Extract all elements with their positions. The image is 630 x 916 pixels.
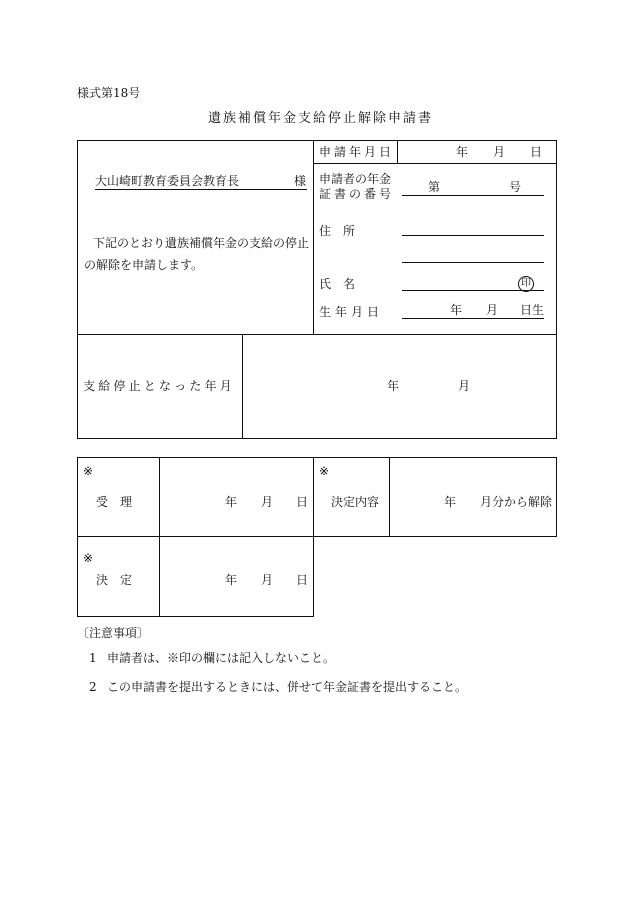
note-text: この申請書を提出するときには、併せて年金証書を提出すること。 bbox=[107, 680, 468, 694]
receipt-mark: ※ bbox=[83, 464, 94, 478]
receipt-month: 月 bbox=[261, 495, 274, 509]
name-label: 氏 名 bbox=[319, 277, 356, 291]
address-label: 住 所 bbox=[319, 224, 356, 238]
decision-day: 日 bbox=[296, 573, 309, 587]
addressee: 大山崎町教育委員会教育長 bbox=[95, 174, 240, 188]
note-text: 申請者は、※印の欄には記入しないこと。 bbox=[107, 651, 336, 665]
application-date-month: 月 bbox=[493, 145, 506, 159]
note-number: 2 bbox=[89, 680, 97, 694]
certificate-suffix: 号 bbox=[509, 180, 522, 194]
honorific: 様 bbox=[294, 174, 307, 188]
note-number: 1 bbox=[89, 651, 97, 665]
body-line-1: 下記のとおり遺族補償年金の支給の停止 bbox=[93, 236, 310, 250]
seal-icon: 印 bbox=[518, 276, 534, 292]
application-date-label: 申請年月日 bbox=[319, 145, 395, 159]
birth-date-month: 月 bbox=[486, 303, 499, 317]
birth-date-underline bbox=[402, 318, 544, 319]
divider bbox=[397, 140, 398, 163]
name-underline bbox=[402, 290, 544, 291]
form-title: 遺族補償年金支給停止解除申請書 bbox=[208, 111, 434, 126]
receipt-day: 日 bbox=[296, 495, 309, 509]
decision-label: 決 定 bbox=[96, 573, 133, 587]
divider bbox=[77, 334, 557, 335]
decision-year: 年 bbox=[225, 573, 238, 587]
release-year: 年 bbox=[444, 495, 457, 509]
divider bbox=[242, 334, 243, 439]
divider bbox=[389, 457, 390, 537]
application-date-day: 日 bbox=[530, 145, 543, 159]
decision-month: 月 bbox=[261, 573, 274, 587]
addressee-underline bbox=[95, 189, 307, 190]
application-date-year: 年 bbox=[456, 145, 469, 159]
receipt-year: 年 bbox=[225, 495, 238, 509]
birth-date-year: 年 bbox=[450, 303, 463, 317]
certificate-underline bbox=[402, 195, 544, 196]
certificate-prefix: 第 bbox=[428, 180, 441, 194]
birth-date-label: 生年月日 bbox=[319, 305, 384, 319]
address-underline-1 bbox=[402, 235, 544, 236]
receipt-label: 受 理 bbox=[96, 495, 133, 509]
decision-detail-mark: ※ bbox=[319, 464, 330, 478]
notes-heading: 〔注意事項〕 bbox=[77, 626, 150, 640]
stop-month: 月 bbox=[458, 379, 471, 393]
divider bbox=[313, 163, 557, 164]
birth-date-day-suffix: 日生 bbox=[520, 303, 545, 317]
decision-detail-label: 決定内容 bbox=[331, 495, 380, 509]
certificate-label-2: 証書の番号 bbox=[319, 187, 395, 201]
body-line-2: の解除を申請します。 bbox=[84, 258, 204, 272]
decision-mark: ※ bbox=[83, 551, 94, 565]
certificate-label-1: 申請者の年金 bbox=[319, 172, 392, 186]
form-number: 様式第18号 bbox=[77, 86, 141, 100]
divider bbox=[313, 140, 314, 334]
address-underline-2 bbox=[402, 262, 544, 263]
release-month: 月分から解除 bbox=[480, 495, 553, 509]
stop-year: 年 bbox=[387, 379, 400, 393]
divider bbox=[313, 457, 314, 537]
divider bbox=[159, 457, 160, 617]
stop-month-label: 支給停止となった年月 bbox=[83, 379, 236, 393]
